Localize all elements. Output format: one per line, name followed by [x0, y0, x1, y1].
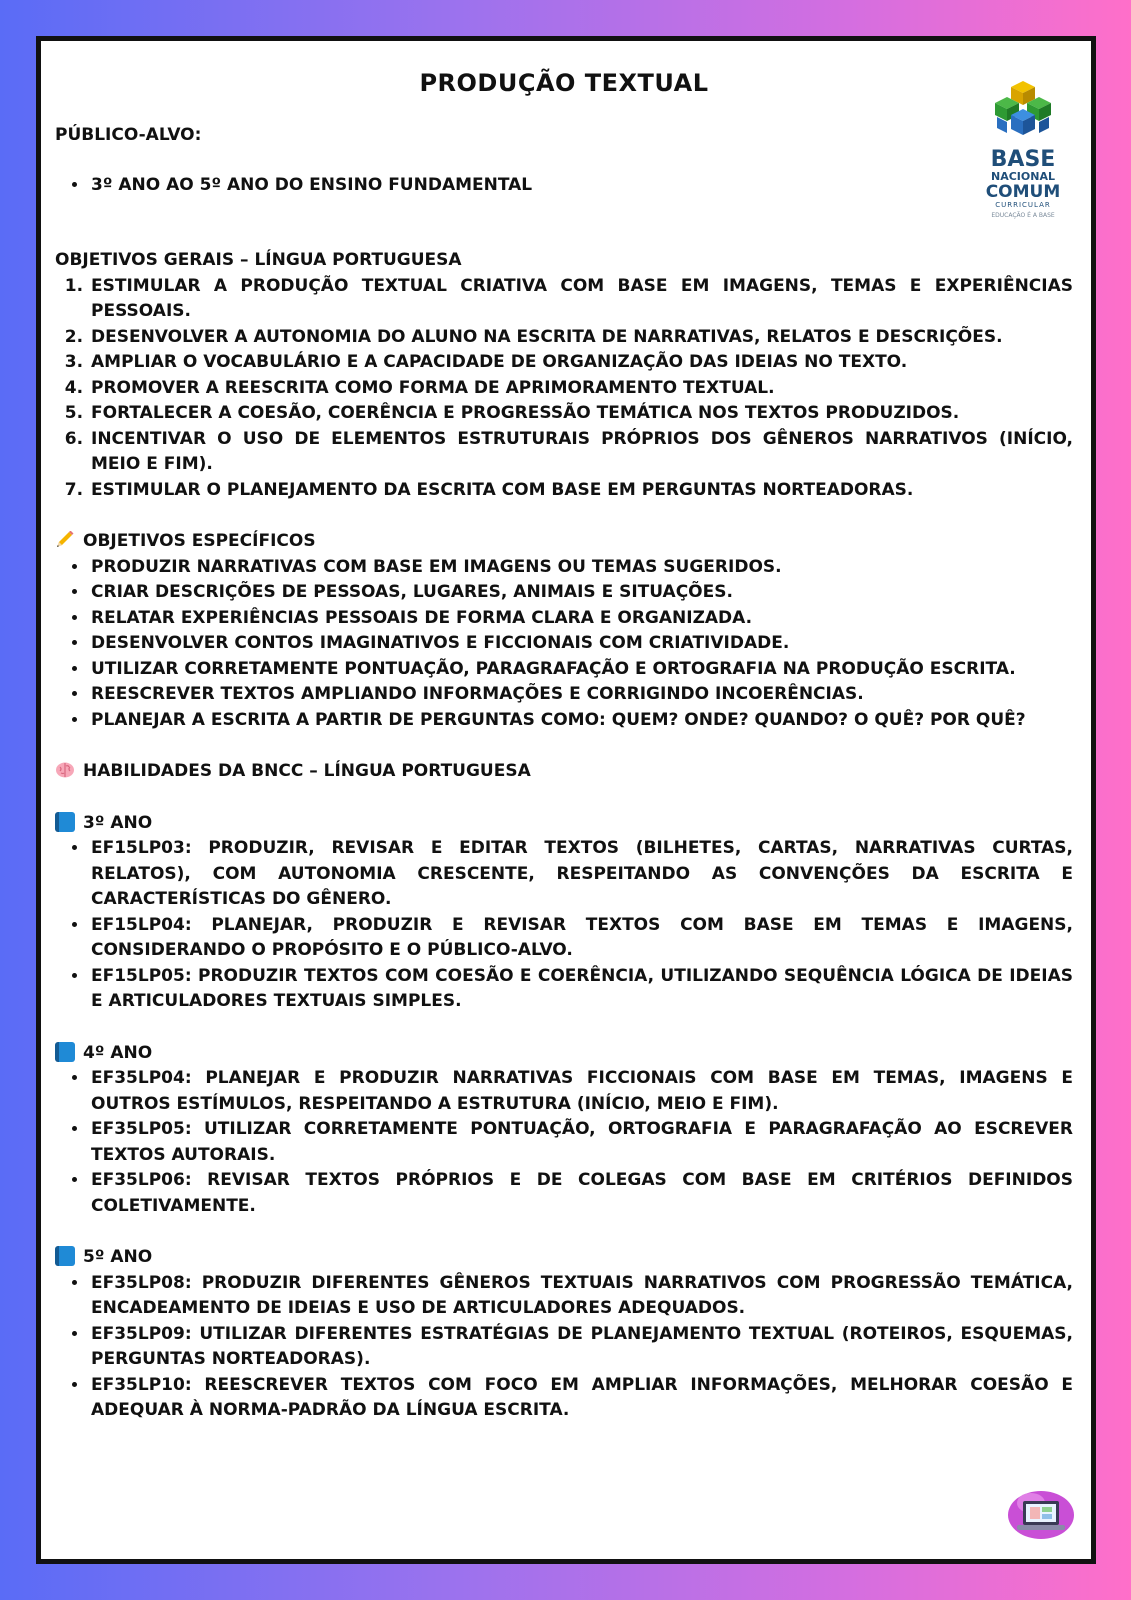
list-item: • EF35LP10: REESCREVER TEXTOS COM FOCO EM AMPLIAR INFORMAÇÕES, MELHORAR COESÃO E ADEQUAR À NORMA-PADRÃO DA LÍNGUA ESCRITA.	[89, 1373, 1073, 1424]
pencil-icon	[55, 531, 75, 549]
grade-heading-4	[55, 1041, 1073, 1067]
list-item: • EF35LP06: REVISAR TEXTOS PRÓPRIOS E DE COLEGAS COM BASE EM CRITÉRIOS DEFINIDOS COLETIVAMENTE.	[89, 1168, 1073, 1219]
logo-tagline: EDUCAÇÃO É A BASE	[991, 212, 1055, 219]
grade-label: 3º ANO	[83, 812, 153, 833]
grade-3-list	[55, 836, 1073, 1015]
list-item: • DESENVOLVER CONTOS IMAGINATIVOS E FICCIONAIS COM CRIATIVIDADE.	[89, 631, 1073, 657]
page-title: PRODUÇÃO TEXTUAL	[419, 69, 709, 97]
cubes-icon	[983, 79, 1063, 139]
general-objectives-list	[55, 274, 1073, 504]
logo-line1: BASE	[990, 147, 1056, 172]
blue-book-icon	[55, 1042, 75, 1062]
bncc-title: HABILIDADES DA BNCC – LÍNGUA PORTUGUESA	[83, 761, 531, 781]
list-item: 4. PROMOVER A REESCRITA COMO FORMA DE APRIMORAMENTO TEXTUAL.	[89, 376, 1073, 402]
bncc-logo	[983, 79, 1063, 219]
list-item: • 3º ANO AO 5º ANO DO ENSINO FUNDAMENTAL	[89, 173, 1073, 199]
list-item: • EF35LP09: UTILIZAR DIFERENTES ESTRATÉGIAS DE PLANEJAMENTO TEXTUAL (ROTEIROS, ESQUEMAS, PERGUNTAS NORTEADORAS).	[89, 1322, 1073, 1373]
audience-list	[55, 170, 1073, 202]
grade-label: 5º ANO	[83, 1247, 153, 1267]
blue-book-icon	[55, 1246, 75, 1266]
brain-icon	[55, 761, 75, 779]
list-item: • EF15LP04: PLANEJAR, PRODUZIR E REVISAR TEXTOS COM BASE EM TEMAS E IMAGENS, CONSIDERANDO O PROPÓSITO E O PÚBLICO-ALVO.	[89, 913, 1073, 964]
list-item: 3. AMPLIAR O VOCABULÁRIO E A CAPACIDADE DE ORGANIZAÇÃO DAS IDEIAS NO TEXTO.	[89, 350, 1073, 376]
list-item: 7. ESTIMULAR O PLANEJAMENTO DA ESCRITA COM BASE EM PERGUNTAS NORTEADORAS.	[89, 478, 1073, 504]
grade-4-list	[55, 1066, 1073, 1219]
specific-objectives-heading	[55, 529, 1073, 555]
list-item: • UTILIZAR CORRETAMENTE PONTUAÇÃO, PARAGRAFAÇÃO E ORTOGRAFIA NA PRODUÇÃO ESCRITA.	[89, 657, 1073, 683]
list-item: 6. INCENTIVAR O USO DE ELEMENTOS ESTRUTURAIS PRÓPRIOS DOS GÊNEROS NARRATIVOS (INÍCIO, MEIO E FIM).	[89, 427, 1073, 478]
list-item: • CRIAR DESCRIÇÕES DE PESSOAS, LUGARES, ANIMAIS E SITUAÇÕES.	[89, 580, 1073, 606]
logo-line2: NACIONAL	[991, 170, 1055, 183]
specific-objectives-title: OBJETIVOS ESPECÍFICOS	[83, 531, 316, 551]
logo-line4: CURRICULAR	[995, 201, 1051, 209]
list-item: • PRODUZIR NARRATIVAS COM BASE EM IMAGENS OU TEMAS SUGERIDOS.	[89, 555, 1073, 581]
list-item: • EF15LP03: PRODUZIR, REVISAR E EDITAR TEXTOS (BILHETES, CARTAS, NARRATIVAS CURTAS, RELATOS), COM AUTONOMIA CRESCENTE, RESPEITANDO AS CONVENÇÕES DA ESCRITA E CARACTERÍSTICAS DO GÊNERO.	[89, 836, 1073, 913]
list-item: 2. DESENVOLVER A AUTONOMIA DO ALUNO NA ESCRITA DE NARRATIVAS, RELATOS E DESCRIÇÕES.	[89, 325, 1073, 351]
grade-heading-3	[55, 811, 1073, 837]
blue-book-icon	[55, 812, 75, 832]
list-item: • REESCREVER TEXTOS AMPLIANDO INFORMAÇÕES E CORRIGINDO INCOERÊNCIAS.	[89, 682, 1073, 708]
list-item: • EF35LP04: PLANEJAR E PRODUZIR NARRATIVAS FICCIONAIS COM BASE EM TEMAS, IMAGENS E OUTROS ESTÍMULOS, RESPEITANDO A ESTRUTURA (INÍCIO, MEIO E FIM).	[89, 1066, 1073, 1117]
grade-heading-5	[55, 1245, 1073, 1271]
bncc-heading	[55, 759, 1073, 785]
list-item: • EF15LP05: PRODUZIR TEXTOS COM COESÃO E COERÊNCIA, UTILIZANDO SEQUÊNCIA LÓGICA DE IDEIAS E ARTICULADORES TEXTUAIS SIMPLES.	[89, 964, 1073, 1015]
grade-5-list	[55, 1271, 1073, 1424]
document-page	[36, 36, 1096, 1564]
audience-label: PÚBLICO-ALVO:	[55, 125, 202, 145]
grade-label: 4º ANO	[83, 1042, 153, 1063]
list-item: • RELATAR EXPERIÊNCIAS PESSOAIS DE FORMA CLARA E ORGANIZADA.	[89, 606, 1073, 632]
list-item: 5. FORTALECER A COESÃO, COERÊNCIA E PROGRESSÃO TEMÁTICA NOS TEXTOS PRODUZIDOS.	[89, 401, 1073, 427]
list-item: • PLANEJAR A ESCRITA A PARTIR DE PERGUNTAS COMO: QUEM? ONDE? QUANDO? O QUÊ? POR QUÊ?	[89, 708, 1073, 734]
list-item: • EF35LP08: PRODUZIR DIFERENTES GÊNEROS TEXTUAIS NARRATIVOS COM PROGRESSÃO TEMÁTICA, ENCADEAMENTO DE IDEIAS E USO DE ARTICULADORES ADEQUADOS.	[89, 1271, 1073, 1322]
laptop-logo-icon	[1005, 1485, 1077, 1541]
general-objectives-heading: OBJETIVOS GERAIS – LÍNGUA PORTUGUESA	[55, 250, 462, 270]
list-item: • EF35LP05: UTILIZAR CORRETAMENTE PONTUAÇÃO, ORTOGRAFIA E PARAGRAFAÇÃO AO ESCREVER TEXTOS AUTORAIS.	[89, 1117, 1073, 1168]
list-item: 1. ESTIMULAR A PRODUÇÃO TEXTUAL CRIATIVA COM BASE EM IMAGENS, TEMAS E EXPERIÊNCIAS PESSOAIS.	[89, 274, 1073, 325]
logo-line3: COMUM	[985, 182, 1061, 202]
specific-objectives-list	[55, 555, 1073, 734]
